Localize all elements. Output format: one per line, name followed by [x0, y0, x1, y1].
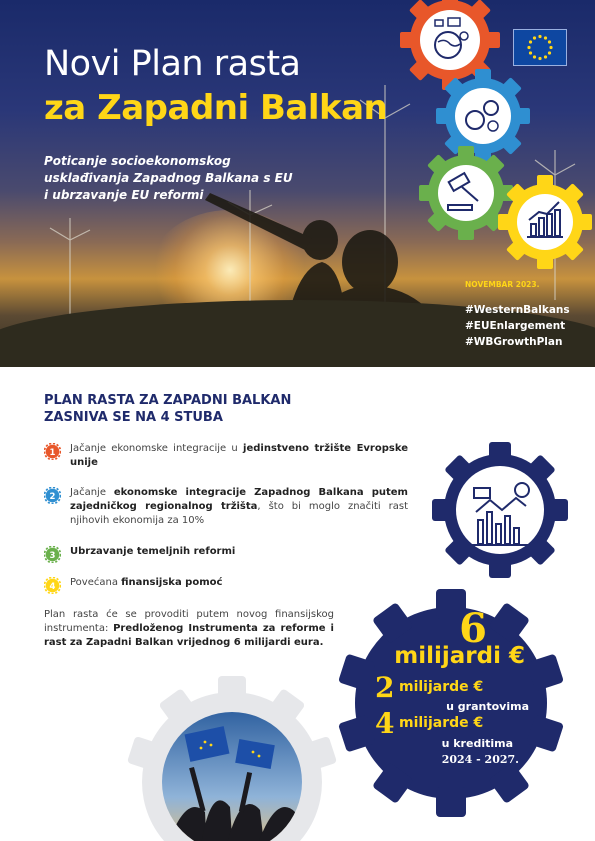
- pillar-number-gear-icon: [44, 487, 61, 504]
- page-subtitle: Poticanje socioekonomskog usklađivanja Zapadnog Balkana s EU i ubrzavanje EU reformi: [44, 154, 293, 202]
- hashtag: #WBGrowthPlan: [465, 336, 563, 348]
- grants-description: u grantovima: [446, 700, 529, 713]
- grants-amount-label: milijarde €: [399, 679, 484, 695]
- pillar-number-gear-icon: [44, 443, 61, 460]
- funding-summary: [335, 587, 567, 819]
- chart-gear-icon: [495, 172, 595, 272]
- svg-text:1: 1: [49, 447, 56, 458]
- loans-amount-number: 4: [375, 707, 395, 740]
- loans-description: u kreditima: [441, 737, 513, 750]
- total-amount-number: 6: [459, 605, 487, 652]
- svg-text:2: 2: [49, 491, 56, 502]
- analytics-gear-icon: [430, 440, 570, 580]
- publication-date: NOVEMBAR 2023.: [465, 280, 540, 289]
- hashtag: #EUEnlargement: [465, 320, 566, 332]
- svg-text:4: 4: [49, 581, 56, 592]
- hashtag: #WesternBalkans: [465, 304, 570, 316]
- svg-text:3: 3: [49, 550, 56, 561]
- page-title-line1: Novi Plan rasta: [44, 44, 301, 84]
- photo-gear-icon: [125, 672, 340, 841]
- hashtags: [465, 302, 570, 350]
- pillars-heading: PLAN RASTA ZA ZAPADNI BALKAN ZASNIVA SE NA 4 STUBA: [44, 393, 292, 425]
- hero-banner: [0, 0, 595, 367]
- total-amount-label: milijardi €: [394, 643, 525, 669]
- grants-amount-number: 2: [375, 671, 395, 704]
- page-title-line2: za Zapadni Balkan: [44, 88, 388, 128]
- plan-description: Plan rasta će se provoditi putem novog finansijskog instrumenta: Predloženog Instrumenta za reforme i rast za Zapadni Balkan vrijednog 6 milijardi eura.: [44, 609, 334, 648]
- pillar-item: 3 Ubrzavanje temeljnih reformi: [44, 545, 408, 559]
- pillar-number-gear-icon: [44, 546, 61, 563]
- pillar-item: 2 Jačanje ekonomske integracije Zapadnog Balkana putem zajedničkog regionalnog tržišta, što bi moglo značiti rast njihovih ekonomija za 10%: [44, 486, 408, 528]
- loans-amount-label: milijarde €: [399, 715, 484, 731]
- pillar-item: 4 Povećana finansijska pomoć: [44, 576, 408, 590]
- pillar-item: 1 Jačanje ekonomske integracije u jedinstveno tržište Evropske unije: [44, 442, 408, 470]
- eu-flag-icon: [513, 29, 567, 66]
- pillar-number-gear-icon: [44, 577, 61, 594]
- funding-period: 2024 - 2027.: [441, 753, 519, 766]
